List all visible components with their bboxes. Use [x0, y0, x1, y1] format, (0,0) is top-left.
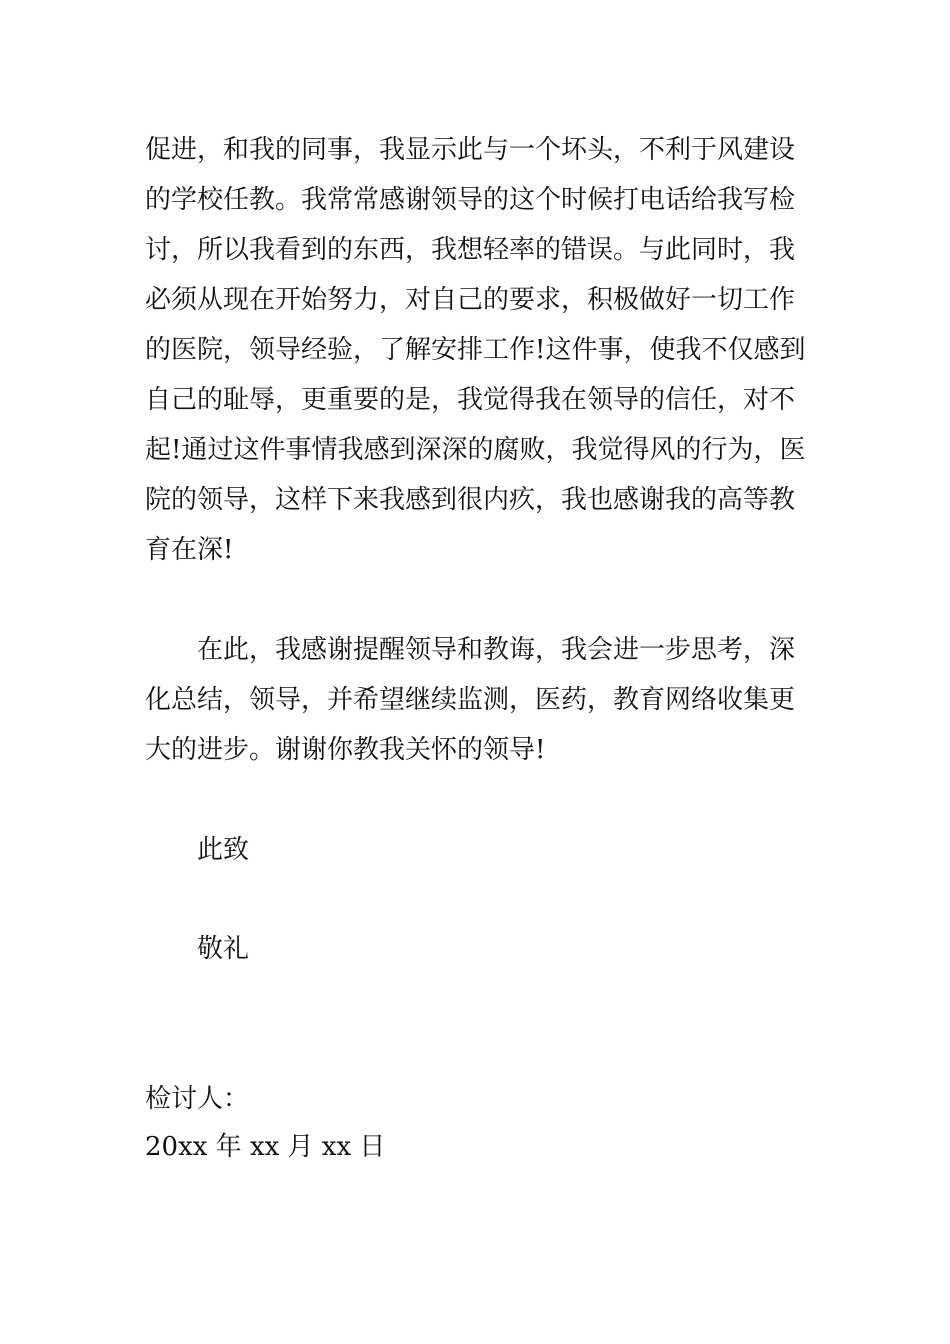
signature-label: 检讨人： — [145, 1084, 250, 1114]
paragraph-2-line-3: 大的进步。谢谢你教我关怀的领导! — [145, 735, 546, 765]
paragraph-2-line-2: 化总结，领导，并希望继续监测，医药，教育网络收集更 — [145, 685, 796, 715]
paragraph-1-line-8: 院的领导，这样下来我感到很内疚，我也感谢我的高等教 — [145, 485, 796, 515]
paragraph-1-line-1: 促进，和我的同事，我显示此与一个坏头，不利于风建设 — [145, 135, 796, 165]
paragraph-1-line-7: 起!通过这件事情我感到深深的腐败，我觉得风的行为，医 — [145, 435, 806, 465]
paragraph-1-line-9: 育在深! — [145, 535, 234, 565]
paragraph-1-line-4: 必须从现在开始努力，对自己的要求，积极做好一切工作 — [145, 285, 796, 315]
closing-salutation: 此致 — [197, 835, 250, 865]
paragraph-2-line-1: 在此，我感谢提醒领导和教诲，我会进一步思考，深 — [197, 635, 796, 665]
paragraph-1-line-2: 的学校任教。我常常感谢领导的这个时候打电话给我写检 — [145, 185, 796, 215]
paragraph-1-line-5: 的医院，领导经验，了解安排工作!这件事，使我不仅感到 — [145, 335, 806, 365]
closing-regards: 敬礼 — [197, 934, 250, 964]
paragraph-1-line-6: 自己的耻辱，更重要的是，我觉得我在领导的信任，对不 — [145, 385, 796, 415]
paragraph-1-line-3: 讨，所以我看到的东西，我想轻率的错误。与此同时，我 — [145, 235, 796, 265]
signature-date: 20xx 年 xx 月 xx 日 — [145, 1132, 386, 1162]
